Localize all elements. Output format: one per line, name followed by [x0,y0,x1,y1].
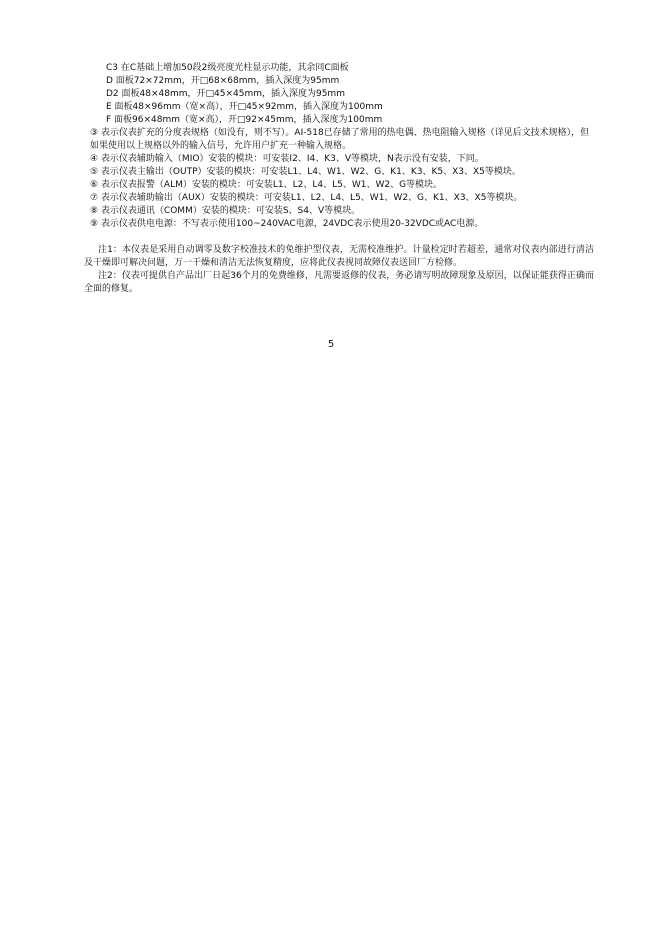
document-body [84,62,594,296]
item-3-extended-graduation: ③ 表示仪表扩充的分度表规格（如没有，则不写）。AI-518已存储了常用的热电偶、热电阻输入规格（详见后文技术规格），但如果使用以上规格以外的输入信号，允许用户扩充一种输入规格。 [90,128,590,151]
spec-line-d2: D2 面板48×48mm，开□45×45mm，插入深度为95mm [106,89,345,99]
item-5-main-output: ⑤ 表示仪表主输出（OUTP）安装的模块：可安装L1、L4、W1、W2、G、K1、K3、K5、X3、X5等模块。 [90,167,521,177]
spec-line-c3: C3 在C基础上增加50段2级亮度光柱显示功能，其余同C面板 [106,63,349,73]
note-1: 注1：本仪表是采用自动调零及数字校准技术的免维护型仪表，无需校准维护。计量检定时若超差，通常对仪表内部进行清洁及干燥即可解决问题，万一干燥和清洁无法恢复精度，应将此仪表视同故障仪表送回厂方检修。 [84,245,594,268]
item-4-aux-input: ④ 表示仪表辅助输入（MIO）安装的模块：可安装I2、I4、K3、V等模块，N表示没有安装，下同。 [90,154,484,164]
item-9-power-supply: ⑨ 表示仪表供电电源：不写表示使用100~240VAC电源，24VDC表示使用20-32VDC或AC电源。 [90,219,484,229]
item-6-alarm: ⑥ 表示仪表报警（ALM）安装的模块：可安装L1、L2、L4、L5、W1、W2、G等模块。 [90,180,443,190]
note-2: 注2：仪表可提供自产品出厂日起36个月的免费维修，凡需要返修的仪表，务必请写明故障现象及原因，以保证能获得正确而全面的修复。 [84,271,594,294]
spec-line-d: D 面板72×72mm，开□68×68mm，插入深度为95mm [106,76,340,86]
item-7-aux-output: ⑦ 表示仪表辅助输出（AUX）安装的模块：可安装L1、L2、L4、L5、W1、W2、G、K1、X3、X5等模块。 [90,193,523,203]
item-8-communication: ⑧ 表示仪表通讯（COMM）安装的模块：可安装S、S4、V等模块。 [90,206,361,216]
spec-line-f: F 面板96×48mm（宽×高），开□92×45mm，插入深度为100mm [106,115,383,125]
spec-line-e: E 面板48×96mm（宽×高），开□45×92mm，插入深度为100mm [106,102,383,112]
spacer [84,231,594,244]
page-number: 5 [327,339,335,350]
